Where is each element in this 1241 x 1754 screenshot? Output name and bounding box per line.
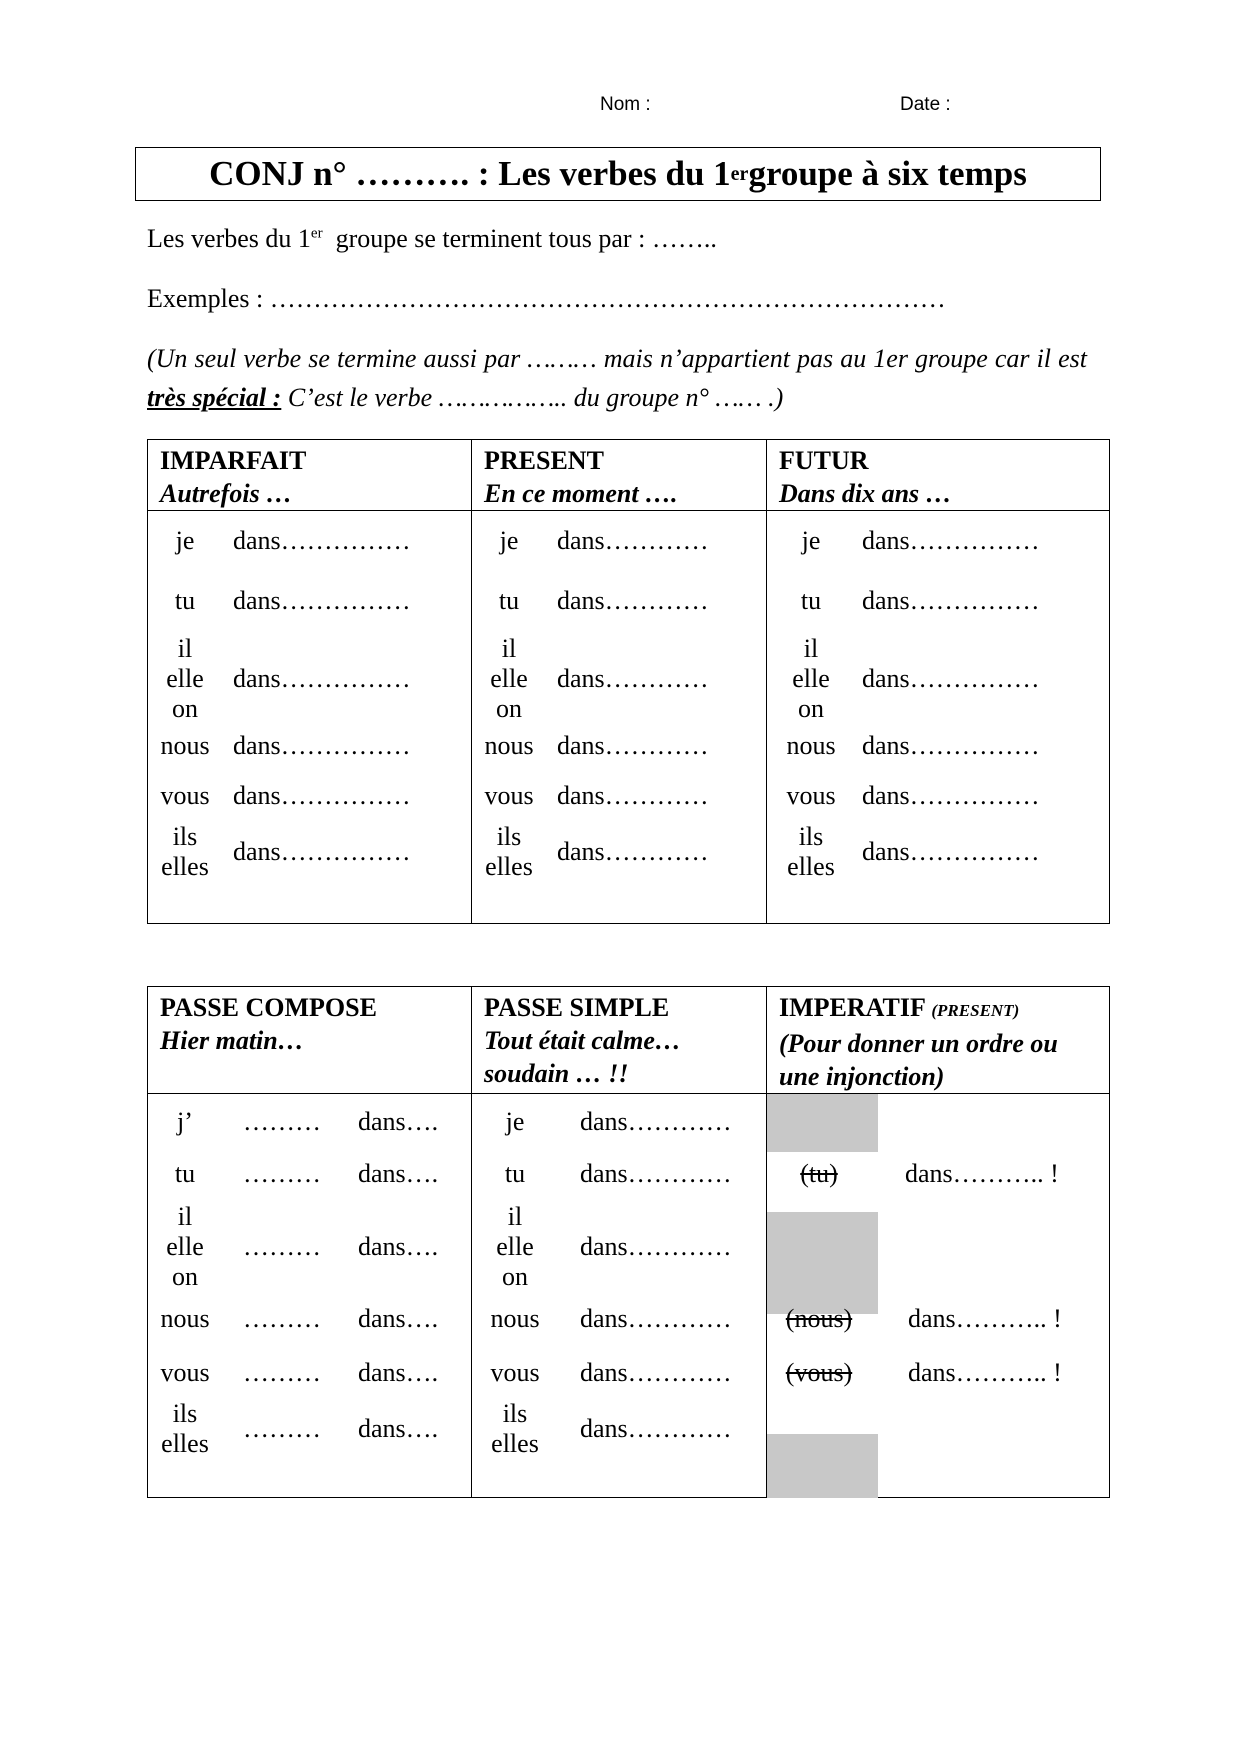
pronoun-label: tu	[498, 586, 520, 615]
present-subtitle: En ce moment ….	[484, 479, 678, 508]
header-passe-compose	[148, 987, 472, 1094]
auxiliary-blank: ………	[243, 1159, 321, 1188]
conjugation-blank: dans…………	[580, 1107, 732, 1136]
header-passe-simple	[472, 987, 767, 1094]
pronoun-label: vous	[160, 1358, 210, 1387]
pronoun-label: tu	[174, 586, 196, 615]
header-imparfait	[148, 440, 472, 511]
auxiliary-blank: ………	[243, 1414, 321, 1443]
futur-title: FUTUR	[779, 446, 869, 475]
conjugation-blank: dans…………	[557, 664, 709, 693]
pronoun-label: vous	[484, 781, 534, 810]
pronoun-label: ils elles	[485, 822, 533, 881]
crossed-pronoun: (vous)	[785, 1358, 853, 1387]
pronoun-label: je	[801, 526, 821, 555]
conjugation-blank: dans….	[358, 1304, 439, 1333]
conjugation-blank: dans……………	[233, 526, 411, 555]
note-post: C’est le verbe …………….. du groupe n° …… .)	[281, 383, 784, 412]
pronoun-label: il elle on	[166, 634, 204, 723]
header-futur	[767, 440, 1110, 511]
pronoun-label: nous	[484, 731, 534, 760]
conjugation-blank: dans…………	[580, 1358, 732, 1387]
examples-line: Exemples : ……………………………………………………………………	[147, 284, 946, 313]
note-bold: très spécial :	[147, 383, 282, 412]
pronoun-label: j’	[177, 1107, 193, 1136]
intro-line-1-pre: Les verbes du 1	[147, 224, 311, 253]
greyed-out-block	[767, 1094, 878, 1152]
conjugation-table-2	[147, 986, 1110, 1498]
intro-line-1	[147, 224, 717, 254]
auxiliary-blank: ………	[243, 1107, 321, 1136]
conjugation-blank: dans…………	[557, 781, 709, 810]
conjugation-blank: dans….	[358, 1107, 439, 1136]
conjugation-blank: dans…………	[557, 731, 709, 760]
conjugation-blank: dans…………	[580, 1159, 732, 1188]
pronoun-label: ils elles	[161, 822, 209, 881]
conjugation-blank: dans……………	[862, 586, 1040, 615]
greyed-out-block	[767, 1212, 878, 1314]
passe-compose-cell	[148, 1094, 472, 1498]
futur-cell	[767, 511, 1110, 924]
title-post: groupe à six temps	[748, 154, 1027, 193]
conjugation-blank: dans…………	[557, 526, 709, 555]
passe-compose-title: PASSE COMPOSE	[160, 993, 377, 1022]
passe-simple-title: PASSE SIMPLE	[484, 993, 670, 1022]
pronoun-label: nous	[160, 731, 210, 760]
special-verb-note	[147, 339, 1087, 417]
pronoun-label: je	[499, 526, 519, 555]
pronoun-label: je	[505, 1107, 525, 1136]
passe-simple-subtitle-2: soudain … !!	[484, 1059, 629, 1088]
passe-simple-subtitle-1: Tout était calme…	[484, 1026, 681, 1055]
crossed-pronoun: (tu)	[800, 1159, 838, 1188]
conjugation-blank: dans……………	[233, 837, 411, 866]
futur-subtitle: Dans dix ans …	[779, 479, 952, 508]
conjugation-blank: dans…………	[557, 586, 709, 615]
passe-compose-subtitle: Hier matin…	[160, 1026, 304, 1055]
pronoun-label: nous	[786, 731, 836, 760]
conjugation-blank: dans…………	[580, 1232, 732, 1261]
pronoun-label: ils elles	[787, 822, 835, 881]
conjugation-blank: dans……………	[862, 837, 1040, 866]
auxiliary-blank: ………	[243, 1358, 321, 1387]
pronoun-label: il elle on	[490, 634, 528, 723]
pronoun-label: ils elles	[161, 1399, 209, 1458]
imperatif-title-small: (PRESENT)	[931, 1001, 1020, 1020]
conjugation-blank: dans……………	[233, 731, 411, 760]
pronoun-label: tu	[504, 1159, 526, 1188]
note-pre: (Un seul verbe se termine aussi par ……… mais n’appartient pas au 1er groupe car il est	[147, 344, 1087, 373]
conjugation-blank: dans….	[358, 1159, 439, 1188]
date-label: Date :	[900, 94, 951, 115]
conjugation-blank: dans…………	[557, 837, 709, 866]
greyed-out-block	[767, 1434, 878, 1498]
conjugation-blank: dans……………	[233, 664, 411, 693]
conjugation-blank: dans……………	[233, 781, 411, 810]
intro-line-1-sup: er	[310, 225, 323, 242]
pronoun-label: vous	[786, 781, 836, 810]
present-cell	[472, 511, 767, 924]
imperatif-cell	[767, 1094, 1110, 1498]
imparfait-subtitle: Autrefois …	[160, 479, 293, 508]
passe-simple-cell	[472, 1094, 767, 1498]
auxiliary-blank: ………	[243, 1232, 321, 1261]
imperative-blank: dans……….. !	[905, 1159, 1059, 1188]
pronoun-label: il elle on	[496, 1202, 534, 1291]
pronoun-label: tu	[800, 586, 822, 615]
conjugation-blank: dans……………	[862, 781, 1040, 810]
imperatif-subtitle-2: une injonction)	[779, 1062, 945, 1091]
conjugation-blank: dans….	[358, 1414, 439, 1443]
pronoun-label: vous	[490, 1358, 540, 1387]
conjugation-blank: dans….	[358, 1232, 439, 1261]
name-label: Nom :	[600, 94, 651, 115]
header-imperatif	[767, 987, 1110, 1094]
header-present	[472, 440, 767, 511]
pronoun-label: tu	[174, 1159, 196, 1188]
imperatif-title: IMPERATIF	[779, 993, 925, 1022]
imperatif-subtitle-1: (Pour donner un ordre ou	[779, 1029, 1058, 1058]
conjugation-blank: dans……………	[233, 586, 411, 615]
page-title: CONJ n° ………. : Les verbes du 1 er groupe à six temps	[135, 147, 1101, 201]
auxiliary-blank: ………	[243, 1304, 321, 1333]
conjugation-table-1	[147, 439, 1110, 924]
imparfait-cell	[148, 511, 472, 924]
pronoun-label: il elle on	[792, 634, 830, 723]
conjugation-blank: dans….	[358, 1358, 439, 1387]
title-pre: CONJ n° ………. : Les verbes du 1	[209, 154, 731, 193]
crossed-pronoun: (nous)	[785, 1304, 853, 1333]
pronoun-label: nous	[160, 1304, 210, 1333]
pronoun-label: ils elles	[491, 1399, 539, 1458]
imperative-blank: dans……….. !	[908, 1358, 1062, 1387]
pronoun-label: nous	[490, 1304, 540, 1333]
pronoun-label: je	[175, 526, 195, 555]
conjugation-blank: dans……………	[862, 664, 1040, 693]
conjugation-blank: dans…………	[580, 1304, 732, 1333]
imparfait-title: IMPARFAIT	[160, 446, 307, 475]
conjugation-blank: dans……………	[862, 526, 1040, 555]
pronoun-label: il elle on	[166, 1202, 204, 1291]
present-title: PRESENT	[484, 446, 604, 475]
pronoun-label: vous	[160, 781, 210, 810]
conjugation-blank: dans……………	[862, 731, 1040, 760]
intro-line-1-post: groupe se terminent tous par : ……..	[322, 224, 717, 253]
imperative-blank: dans……….. !	[908, 1304, 1062, 1333]
conjugation-blank: dans…………	[580, 1414, 732, 1443]
